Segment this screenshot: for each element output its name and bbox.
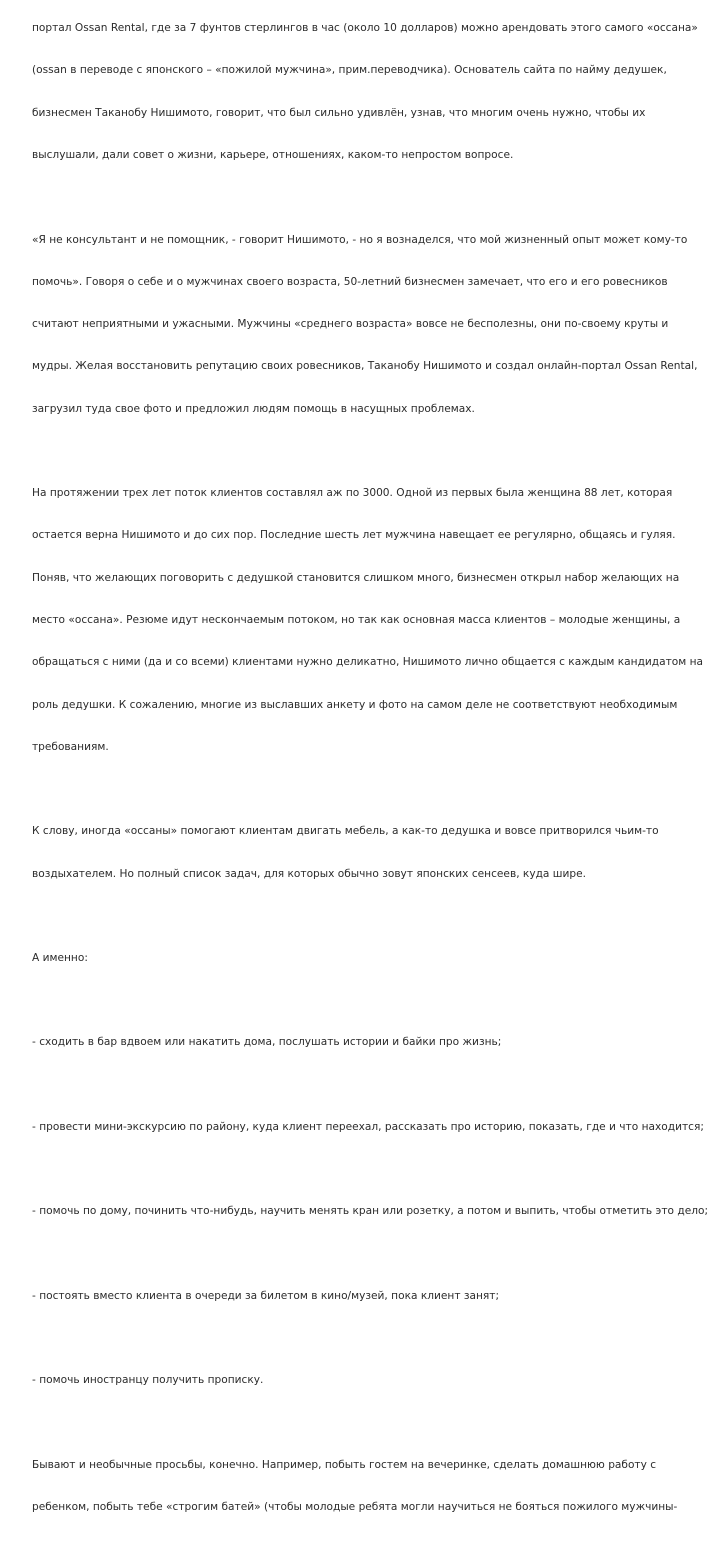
paragraph-tasks-intro (32, 796, 707, 909)
text-line: бизнесмен Таканобу Нишимото, говорит, что был сильно удивлён, узнав, что многим очень нужно, чтобы их (32, 106, 646, 119)
text-line: роль дедушки. К сожалению, многие из выславших анкету и фото на самом деле не соответствуют необходимым (32, 698, 678, 711)
text-line: Бывают и необычные просьбы, конечно. Например, побыть гостем на вечеринке, сделать домашнюю работу с (32, 1458, 657, 1471)
text-line: Поняв, что желающих поговорить с дедушкой становится слишком много, бизнесмен открыл набор желающих на (32, 571, 680, 584)
text-line: - сходить в бар вдвоем или накатить дома, послушать истории и байки про жизнь; (32, 1036, 502, 1049)
text-line: (ossan в переводе с японского – «пожилой мужчина», прим.переводчика). Основатель сайта по найму дедушек, (32, 64, 667, 77)
text-line: портал Ossan Rental, где за 7 фунтов стерлингов в час (около 10 долларов) можно арендовать этого самого «оссана» (32, 22, 698, 35)
text-line: - постоять вместо клиента в очереди за билетом в кино/музей, пока клиент занят; (32, 1289, 500, 1302)
text-line: - провести мини-экскурсию по району, куда клиент переехал, рассказать про историю, показать, где и что находится; (32, 1120, 704, 1133)
text-line: - помочь иностранцу получить прописку. (32, 1374, 264, 1387)
list-item (32, 1176, 707, 1246)
text-line: остается верна Нишимото и до сих пор. Последние шесть лет мужчина навещает ее регулярно, общаясь и гуляя. (32, 529, 676, 542)
list-heading (32, 923, 707, 993)
text-line: мудры. Желая восстановить репутацию своих ровесников, Таканобу Нишимото и создал онлайн-портал Ossan Rental, (32, 360, 698, 373)
paragraph-quote (32, 204, 707, 444)
paragraph-unusual-requests (32, 1430, 707, 1542)
text-line: А именно: (32, 952, 88, 964)
text-line: На протяжении трех лет поток клиентов составлял аж по 3000. Одной из первых была женщина 88 лет, которая (32, 487, 673, 500)
list-item (32, 1261, 707, 1331)
text-line: место «оссана». Резюме идут нескончаемым потоком, но так как основная масса клиентов – молодые женщины, а (32, 613, 681, 626)
text-line: требованиям. (32, 740, 109, 753)
article-body (32, 0, 707, 1542)
text-line: загрузил туда свое фото и предложил людям помощь в насущных проблемах. (32, 402, 475, 415)
paragraph-intro (32, 0, 707, 190)
text-line: «Я не консультант и не помощник, - говорит Нишимото, - но я вознаделся, что мой жизненный опыт может кому-то (32, 233, 688, 246)
text-line: ребенком, побыть тебе «строгим батей» (чтобы молодые ребята могли научиться не бояться пожилого мужчины- (32, 1501, 678, 1514)
text-line: считают неприятными и ужасными. Мужчины «среднего возраста» вовсе не бесполезны, они по-своему круты и (32, 318, 669, 331)
text-line: помочь». Говоря о себе и о мужчинах своего возраста, 50-летний бизнесмен замечает, что его и его ровесников (32, 275, 668, 288)
text-line: воздыхателем. Но полный список задач, для которых обычно зовут японских сенсеев, куда шире. (32, 867, 586, 880)
list-item (32, 1092, 707, 1162)
list-item (32, 1345, 707, 1415)
text-line: К слову, иногда «оссаны» помогают клиентам двигать мебель, а как-то дедушка и вовсе притворился чьим-то (32, 825, 659, 838)
text-line: обращаться с ними (да и со всеми) клиентами нужно деликатно, Нишимото лично общается с каждым кандидатом на (32, 656, 704, 669)
text-line: - помочь по дому, починить что-нибудь, научить менять кран или розетку, а потом и выпить, чтобы отметить это дело; (32, 1205, 709, 1218)
list-item (32, 1007, 707, 1077)
text-line: выслушали, дали совет о жизни, карьере, отношениях, каком-то непростом вопросе. (32, 149, 514, 162)
paragraph-clients (32, 458, 707, 782)
